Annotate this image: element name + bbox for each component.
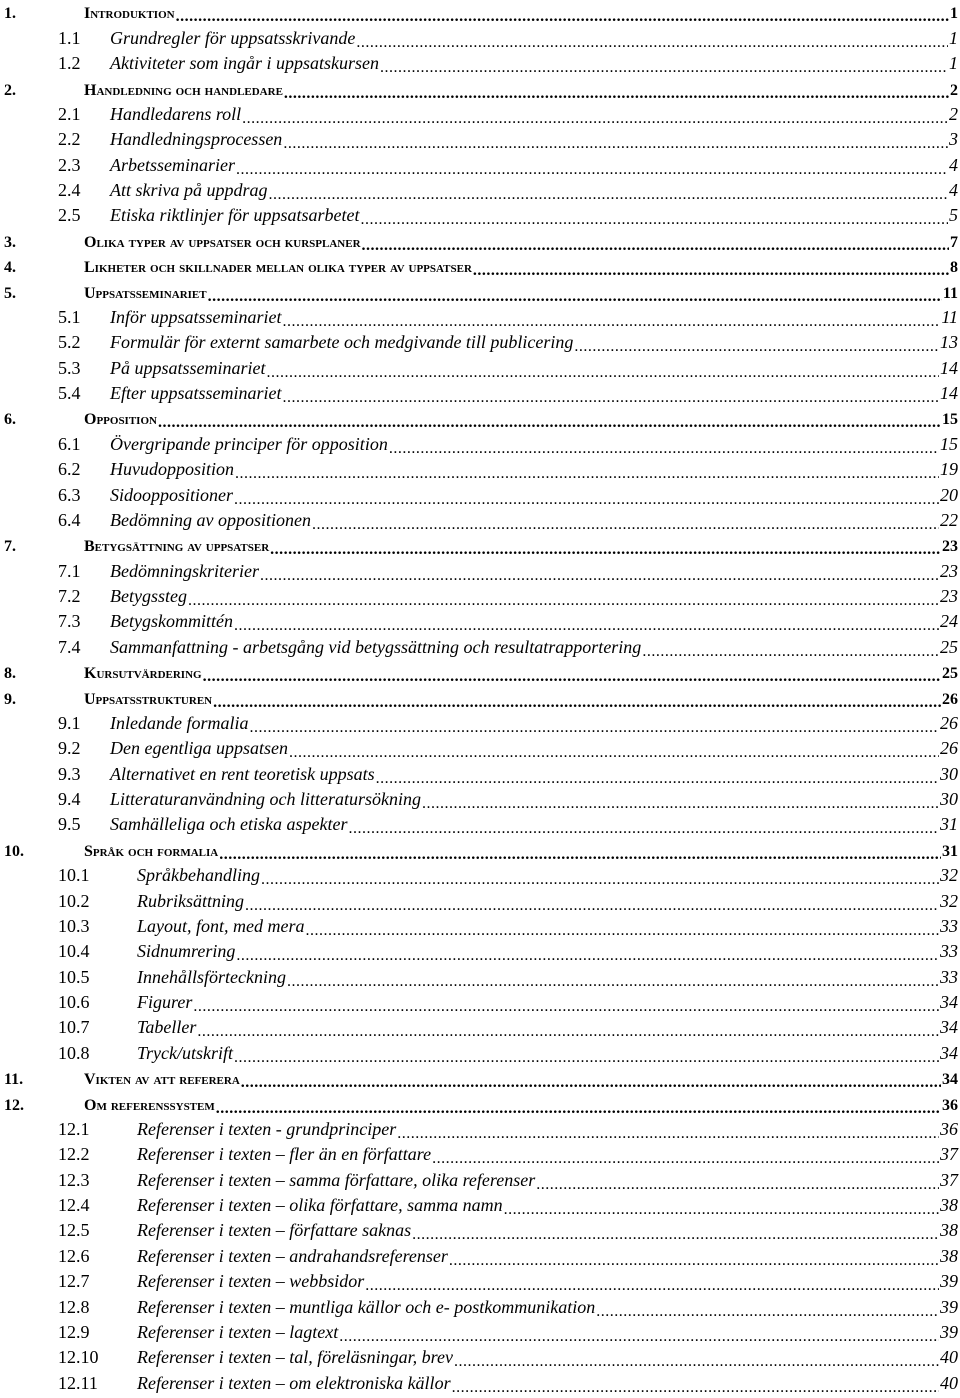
- toc-entry-page-number: 1: [949, 5, 958, 25]
- toc-section-entry[interactable]: [4, 990, 958, 1015]
- toc-dot-leader: [362, 233, 949, 251]
- toc-entry-number: 7.: [4, 538, 16, 556]
- toc-entry-title: Introduktion: [84, 5, 176, 25]
- toc-dot-leader: [348, 816, 939, 834]
- toc-entry-title: Handledningsprocessen: [110, 129, 283, 152]
- toc-dot-leader: [283, 385, 940, 403]
- toc-section-entry[interactable]: [4, 1142, 958, 1167]
- toc-entry-page-number: 8: [949, 259, 958, 279]
- toc-entry-title: Huvudopposition: [110, 459, 235, 482]
- toc-section-entry[interactable]: [4, 558, 958, 583]
- toc-entry-title: Alternativet en rent teoretisk uppsats: [110, 764, 376, 787]
- toc-dot-leader: [365, 1273, 939, 1291]
- toc-section-entry[interactable]: [4, 330, 958, 355]
- toc-section-entry[interactable]: [4, 1243, 958, 1268]
- toc-entry-title: Bedömningskriterier: [110, 561, 260, 584]
- toc-dot-leader: [197, 1019, 939, 1037]
- toc-entry-page-number: 13: [939, 332, 958, 355]
- toc-section-entry[interactable]: [4, 482, 958, 507]
- toc-entry-page-number: 30: [939, 789, 958, 812]
- toc-dot-leader: [596, 1299, 939, 1317]
- toc-entry-number: 4.: [4, 259, 16, 277]
- toc-entry-title: Inför uppsatsseminariet: [110, 307, 283, 330]
- toc-entry-title: Samhälleliga och etiska aspekter: [110, 814, 348, 837]
- toc-entry-page-number: 34: [939, 1017, 958, 1040]
- toc-entry-title: Tabeller: [137, 1017, 197, 1040]
- toc-dot-leader: [219, 842, 941, 860]
- toc-entry-page-number: 38: [939, 1220, 958, 1243]
- toc-entry-number: 2.4: [58, 180, 81, 200]
- toc-entry-number: 9.3: [58, 763, 81, 784]
- toc-entry-page-number: 4: [948, 180, 958, 203]
- toc-entry-title: Referenser i texten – om elektroniska källor: [137, 1373, 452, 1396]
- toc-dot-leader: [289, 740, 939, 758]
- toc-section-entry[interactable]: [4, 25, 958, 50]
- toc-dot-leader: [422, 791, 939, 809]
- toc-dot-leader: [242, 106, 948, 124]
- toc-entry-page-number: 40: [939, 1373, 958, 1396]
- toc-entry-page-number: 3: [948, 129, 958, 152]
- toc-entry-number: 12.4: [58, 1195, 90, 1215]
- toc-dot-leader: [213, 690, 941, 708]
- toc-entry-title: Etiska riktlinjer för uppsatsarbetet: [110, 205, 361, 228]
- toc-entry-page-number: 4: [948, 155, 958, 178]
- toc-entry-number: 6.: [4, 411, 16, 429]
- toc-entry-number: 6.2: [58, 459, 81, 480]
- toc-entry-number: 12.7: [58, 1271, 90, 1292]
- toc-entry-number: 5.4: [58, 383, 81, 403]
- toc-entry-page-number: 32: [939, 891, 958, 914]
- toc-chapter-entry[interactable]: [4, 228, 958, 253]
- toc-dot-leader: [236, 157, 948, 175]
- toc-section-entry[interactable]: [4, 508, 958, 533]
- toc-entry-number: 12.8: [58, 1296, 90, 1317]
- toc-entry-title: Referenser i texten – webbsidor: [137, 1271, 365, 1294]
- toc-entry-title: Formulär för externt samarbete och medgivande till publicering: [110, 332, 574, 355]
- toc-dot-leader: [287, 969, 939, 987]
- toc-dot-leader: [389, 436, 939, 454]
- toc-entry-number: 10.4: [58, 941, 90, 962]
- toc-dot-leader: [432, 1146, 939, 1164]
- toc-entry-page-number: 11: [942, 285, 958, 305]
- toc-entry-page-number: 25: [941, 665, 958, 685]
- toc-entry-page-number: 23: [939, 561, 958, 584]
- toc-entry-title: Tryck/utskrift: [137, 1043, 234, 1066]
- toc-dot-leader: [356, 30, 948, 48]
- toc-dot-leader: [236, 943, 939, 961]
- toc-entry-number: 3.: [4, 233, 16, 251]
- toc-entry-title: Referenser i texten - grundprinciper: [137, 1119, 397, 1142]
- toc-entry-title: Sammanfattning - arbetsgång vid betygssättning och resultatrapportering: [110, 637, 642, 660]
- toc-entry-number: 9.2: [58, 738, 81, 759]
- toc-entry-number: 10.: [4, 842, 24, 860]
- toc-section-entry[interactable]: [4, 914, 958, 939]
- toc-entry-page-number: 30: [939, 764, 958, 787]
- toc-entry-title: Figurer: [137, 992, 193, 1015]
- toc-dot-leader: [234, 613, 939, 631]
- toc-entry-page-number: 1: [948, 28, 958, 51]
- toc-entry-number: 10.1: [58, 865, 90, 886]
- toc-chapter-entry[interactable]: [4, 660, 958, 685]
- toc-dot-leader: [188, 588, 939, 606]
- toc-section-entry[interactable]: [4, 609, 958, 634]
- toc-entry-number: 10.8: [58, 1042, 90, 1063]
- toc-entry-number: 12.11: [58, 1372, 98, 1393]
- toc-dot-leader: [449, 1248, 939, 1266]
- toc-entry-page-number: 33: [939, 967, 958, 990]
- toc-entry-title: Betygsättning av uppsatser: [84, 538, 270, 558]
- toc-dot-leader: [473, 258, 949, 276]
- toc-entry-number: 2.: [4, 81, 16, 99]
- toc-entry-number: 7.4: [58, 636, 81, 657]
- toc-section-entry[interactable]: [4, 1117, 958, 1142]
- toc-dot-leader: [203, 664, 941, 682]
- toc-dot-leader: [504, 1197, 939, 1215]
- toc-entry-title: På uppsatsseminariet: [110, 358, 267, 381]
- toc-entry-page-number: 20: [939, 485, 958, 508]
- toc-dot-leader: [283, 131, 948, 149]
- toc-entry-number: 10.3: [58, 915, 90, 936]
- toc-dot-leader: [536, 1172, 939, 1190]
- toc-dot-leader: [241, 1070, 941, 1088]
- toc-section-entry[interactable]: [4, 634, 958, 659]
- toc-entry-title: Layout, font, med mera: [137, 916, 305, 939]
- toc-entry-number: 12.9: [58, 1321, 90, 1342]
- toc-entry-number: 2.1: [58, 103, 81, 124]
- toc-entry-title: Likheter och skillnader mellan olika typer av uppsatser: [84, 259, 473, 279]
- toc-entry-page-number: 36: [941, 1097, 958, 1117]
- toc-entry-number: 12.10: [58, 1347, 99, 1368]
- toc-entry-title: Vikten av att referera: [84, 1071, 241, 1091]
- toc-entry-title: Uppsatsseminariet: [84, 285, 208, 305]
- toc-entry-title: Sidooppositioner: [110, 485, 234, 508]
- toc-entry-page-number: 38: [939, 1195, 958, 1218]
- toc-entry-page-number: 14: [939, 358, 958, 381]
- toc-dot-leader: [234, 1045, 939, 1063]
- toc-section-entry[interactable]: [4, 203, 958, 228]
- toc-dot-leader: [283, 309, 941, 327]
- toc-entry-number: 7.1: [58, 560, 81, 581]
- toc-entry-number: 5.1: [58, 306, 81, 327]
- toc-dot-leader: [216, 1096, 941, 1114]
- toc-entry-title: Efter uppsatsseminariet: [110, 383, 283, 406]
- toc-dot-leader: [376, 766, 939, 784]
- toc-entry-number: 10.7: [58, 1017, 90, 1038]
- toc-entry-number: 11.: [4, 1071, 24, 1089]
- toc-dot-leader: [642, 639, 939, 657]
- toc-entry-page-number: 32: [939, 865, 958, 888]
- toc-dot-leader: [235, 461, 939, 479]
- toc-entry-number: 9.5: [58, 814, 81, 835]
- toc-entry-title: Referenser i texten – olika författare, samma namn: [137, 1195, 504, 1218]
- toc-dot-leader: [454, 1349, 939, 1367]
- toc-dot-leader: [158, 410, 941, 428]
- toc-section-entry[interactable]: [4, 1320, 958, 1345]
- toc-entry-page-number: 26: [939, 738, 958, 761]
- toc-entry-number: 6.3: [58, 484, 81, 505]
- toc-chapter-entry[interactable]: [4, 279, 958, 304]
- toc-chapter-entry[interactable]: [4, 406, 958, 431]
- toc-section-entry[interactable]: [4, 102, 958, 127]
- toc-entry-page-number: 40: [939, 1347, 958, 1370]
- toc-dot-leader: [339, 1324, 939, 1342]
- toc-entry-title: Grundregler för uppsatsskrivande: [110, 28, 356, 51]
- toc-dot-leader: [312, 512, 939, 530]
- toc-dot-leader: [249, 715, 939, 733]
- toc-entry-page-number: 15: [941, 411, 958, 431]
- toc-entry-title: Bedömning av oppositionen: [110, 510, 312, 533]
- toc-entry-page-number: 38: [939, 1246, 958, 1269]
- toc-chapter-entry[interactable]: [4, 0, 958, 25]
- toc-entry-page-number: 34: [939, 992, 958, 1015]
- toc-entry-title: Referenser i texten – andrahandsreferenser: [137, 1246, 449, 1269]
- toc-entry-page-number: 33: [939, 916, 958, 939]
- toc-chapter-entry[interactable]: [4, 1066, 958, 1091]
- toc-entry-number: 9.4: [58, 789, 81, 809]
- toc-entry-title: Handledarens roll: [110, 104, 242, 127]
- toc-section-entry[interactable]: [4, 51, 958, 76]
- toc-entry-page-number: 7: [949, 234, 958, 254]
- toc-entry-title: Referenser i texten – samma författare, olika referenser: [137, 1170, 536, 1193]
- toc-entry-page-number: 34: [941, 1071, 958, 1091]
- toc-entry-title: Betygssteg: [110, 586, 188, 609]
- toc-dot-leader: [361, 207, 949, 225]
- toc-entry-page-number: 26: [941, 691, 958, 711]
- toc-entry-number: 5.: [4, 284, 16, 302]
- toc-section-entry[interactable]: [4, 178, 958, 203]
- toc-entry-number: 8.: [4, 665, 16, 683]
- toc-entry-title: Innehållsförteckning: [137, 967, 287, 990]
- toc-entry-page-number: 1: [948, 53, 958, 76]
- table-of-contents: [4, 0, 958, 1396]
- toc-dot-leader: [574, 334, 939, 352]
- toc-entry-number: 5.3: [58, 357, 81, 378]
- toc-entry-title: Övergripande principer för opposition: [110, 434, 389, 457]
- toc-section-entry[interactable]: [4, 812, 958, 837]
- toc-entry-title: Uppsatsstrukturen: [84, 691, 213, 711]
- toc-entry-page-number: 25: [939, 637, 958, 660]
- toc-entry-page-number: 37: [939, 1144, 958, 1167]
- toc-entry-page-number: 2: [948, 104, 958, 127]
- toc-entry-number: 12.3: [58, 1169, 90, 1190]
- toc-section-entry[interactable]: [4, 381, 958, 406]
- toc-entry-number: 12.5: [58, 1220, 90, 1241]
- toc-entry-page-number: 39: [939, 1322, 958, 1345]
- toc-entry-title: Språkbehandling: [137, 865, 261, 888]
- toc-dot-leader: [269, 182, 949, 200]
- toc-section-entry[interactable]: [4, 305, 958, 330]
- toc-entry-title: Inledande formalia: [110, 713, 249, 736]
- toc-dot-leader: [284, 81, 949, 99]
- toc-entry-page-number: 31: [941, 843, 958, 863]
- toc-entry-number: 2.3: [58, 154, 81, 175]
- toc-dot-leader: [452, 1375, 939, 1393]
- toc-entry-number: 2.5: [58, 205, 81, 226]
- toc-entry-page-number: 15: [939, 434, 958, 457]
- toc-entry-number: 9.1: [58, 712, 81, 733]
- toc-entry-title: Rubriksättning: [137, 891, 245, 914]
- toc-chapter-entry[interactable]: [4, 837, 958, 862]
- toc-section-entry[interactable]: [4, 152, 958, 177]
- toc-entry-title: Betygskommittén: [110, 611, 234, 634]
- toc-entry-title: Litteraturanvändning och litteratursökning: [110, 789, 422, 812]
- toc-section-entry[interactable]: [4, 1218, 958, 1243]
- toc-entry-page-number: 23: [939, 586, 958, 609]
- toc-entry-number: 1.1: [58, 27, 81, 48]
- toc-section-entry[interactable]: [4, 457, 958, 482]
- toc-entry-number: 1.: [4, 5, 16, 23]
- toc-section-entry[interactable]: [4, 761, 958, 786]
- toc-section-entry[interactable]: [4, 1269, 958, 1294]
- toc-entry-page-number: 34: [939, 1043, 958, 1066]
- toc-chapter-entry[interactable]: [4, 1091, 958, 1116]
- toc-entry-number: 10.5: [58, 966, 90, 987]
- toc-entry-number: 12.6: [58, 1245, 90, 1266]
- toc-section-entry[interactable]: [4, 1294, 958, 1319]
- toc-section-entry[interactable]: [4, 787, 958, 812]
- toc-entry-title: Referenser i texten – tal, föreläsningar, brev: [137, 1347, 454, 1370]
- toc-entry-page-number: 31: [939, 814, 958, 837]
- toc-section-entry[interactable]: [4, 1015, 958, 1040]
- toc-entry-number: 12.: [4, 1096, 24, 1114]
- toc-entry-title: Handledning och handledare: [84, 82, 284, 102]
- toc-dot-leader: [380, 55, 948, 73]
- toc-entry-title: Opposition: [84, 411, 158, 431]
- toc-section-entry[interactable]: [4, 736, 958, 761]
- toc-dot-leader: [261, 867, 939, 885]
- toc-section-entry[interactable]: [4, 964, 958, 989]
- toc-entry-title: Referenser i texten – författare saknas: [137, 1220, 412, 1243]
- toc-entry-number: 1.2: [58, 53, 81, 74]
- toc-entry-number: 2.2: [58, 129, 81, 150]
- toc-dot-leader: [267, 360, 940, 378]
- toc-entry-title: Olika typer av uppsatser och kursplaner: [84, 234, 362, 254]
- toc-dot-leader: [260, 563, 939, 581]
- toc-entry-number: 12.1: [58, 1118, 90, 1139]
- toc-dot-leader: [245, 893, 939, 911]
- toc-dot-leader: [176, 4, 949, 22]
- toc-entry-page-number: 24: [939, 611, 958, 634]
- toc-dot-leader: [208, 284, 942, 302]
- toc-entry-page-number: 19: [939, 459, 958, 482]
- toc-entry-title: Sidnumrering: [137, 941, 236, 964]
- toc-entry-page-number: 2: [949, 82, 958, 102]
- toc-section-entry[interactable]: [4, 1167, 958, 1192]
- toc-entry-title: Den egentliga uppsatsen: [110, 738, 289, 761]
- toc-dot-leader: [193, 994, 939, 1012]
- toc-section-entry[interactable]: [4, 711, 958, 736]
- toc-entry-title: Kursutvärdering: [84, 665, 203, 685]
- toc-entry-number: 6.4: [58, 509, 81, 530]
- toc-entry-page-number: 36: [939, 1119, 958, 1142]
- toc-chapter-entry[interactable]: [4, 533, 958, 558]
- toc-chapter-entry[interactable]: [4, 254, 958, 279]
- toc-entry-title: Språk och formalia: [84, 843, 219, 863]
- toc-entry-number: 7.2: [58, 586, 81, 606]
- toc-section-entry[interactable]: [4, 863, 958, 888]
- toc-chapter-entry[interactable]: [4, 76, 958, 101]
- toc-entry-number: 10.6: [58, 992, 90, 1012]
- toc-entry-number: 5.2: [58, 332, 81, 353]
- toc-entry-page-number: 22: [939, 510, 958, 533]
- toc-dot-leader: [270, 537, 941, 555]
- toc-entry-page-number: 39: [939, 1271, 958, 1294]
- toc-entry-title: Referenser i texten – fler än en författare: [137, 1144, 432, 1167]
- toc-section-entry[interactable]: [4, 127, 958, 152]
- toc-dot-leader: [412, 1222, 939, 1240]
- toc-section-entry[interactable]: [4, 1193, 958, 1218]
- toc-section-entry[interactable]: [4, 584, 958, 609]
- toc-entry-title: Aktiviteter som ingår i uppsatskursen: [110, 53, 380, 76]
- toc-dot-leader: [397, 1121, 939, 1139]
- toc-entry-page-number: 33: [939, 941, 958, 964]
- toc-entry-title: Referenser i texten – lagtext: [137, 1322, 339, 1345]
- toc-dot-leader: [234, 487, 939, 505]
- toc-section-entry[interactable]: [4, 1370, 958, 1395]
- toc-entry-number: 7.3: [58, 611, 81, 632]
- toc-section-entry[interactable]: [4, 888, 958, 913]
- toc-entry-title: Arbetsseminarier: [110, 155, 236, 178]
- toc-section-entry[interactable]: [4, 1345, 958, 1370]
- toc-section-entry[interactable]: [4, 431, 958, 456]
- toc-entry-number: 12.2: [58, 1144, 90, 1165]
- toc-entry-number: 6.1: [58, 433, 81, 454]
- toc-entry-page-number: 14: [939, 383, 958, 406]
- toc-dot-leader: [305, 918, 939, 936]
- toc-entry-title: Om referenssystem: [84, 1097, 216, 1117]
- toc-entry-number: 10.2: [58, 890, 90, 911]
- toc-entry-title: Referenser i texten – muntliga källor och e- postkommunikation: [137, 1297, 596, 1320]
- toc-entry-page-number: 26: [939, 713, 958, 736]
- toc-entry-page-number: 5: [948, 205, 958, 228]
- toc-entry-page-number: 23: [941, 538, 958, 558]
- toc-entry-page-number: 39: [939, 1297, 958, 1320]
- toc-chapter-entry[interactable]: [4, 685, 958, 710]
- toc-entry-page-number: 37: [939, 1170, 958, 1193]
- toc-section-entry[interactable]: [4, 355, 958, 380]
- toc-section-entry[interactable]: [4, 939, 958, 964]
- toc-entry-page-number: 11: [940, 307, 958, 330]
- toc-section-entry[interactable]: [4, 1040, 958, 1065]
- toc-entry-number: 9.: [4, 690, 16, 708]
- toc-entry-title: Att skriva på uppdrag: [110, 180, 269, 203]
